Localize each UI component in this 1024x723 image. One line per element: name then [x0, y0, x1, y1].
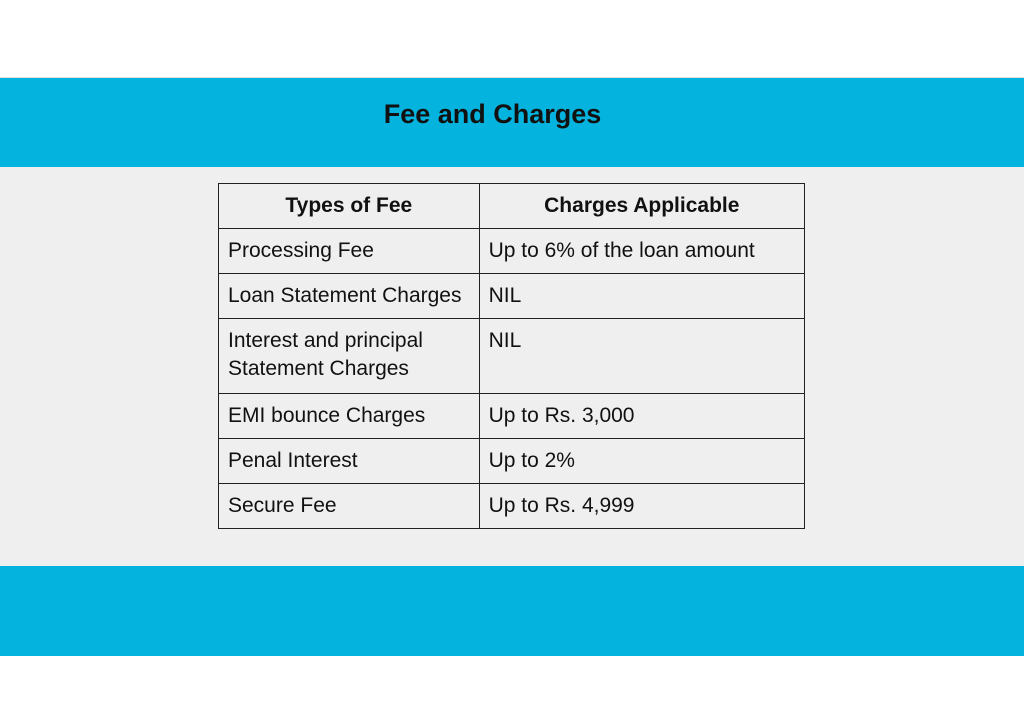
fee-type-cell: Secure Fee [219, 484, 480, 529]
fee-type-cell: EMI bounce Charges [219, 394, 480, 439]
table-row [219, 484, 805, 529]
charge-cell: Up to Rs. 4,999 [479, 484, 804, 529]
charge-cell: Up to 2% [479, 439, 804, 484]
column-header-fee-type: Types of Fee [219, 184, 480, 229]
charge-cell: Up to Rs. 3,000 [479, 394, 804, 439]
table-row [219, 274, 805, 319]
page-title: Fee and Charges [383, 99, 602, 129]
fee-type-cell: Penal Interest [219, 439, 480, 484]
table-row [219, 319, 805, 394]
charge-cell: NIL [479, 319, 804, 394]
table-row [219, 439, 805, 484]
fee-type-cell: Interest and principal Statement Charges [219, 319, 480, 394]
column-header-charges: Charges Applicable [479, 184, 804, 229]
table-row [219, 394, 805, 439]
fee-type-cell: Processing Fee [219, 229, 480, 274]
table-header-row [219, 184, 805, 229]
table-row [219, 229, 805, 274]
charge-cell: NIL [479, 274, 804, 319]
fee-table [218, 183, 805, 529]
footer-band [0, 566, 1024, 656]
charge-cell: Up to 6% of the loan amount [479, 229, 804, 274]
fee-type-cell: Loan Statement Charges [219, 274, 480, 319]
header-band [0, 77, 1024, 168]
